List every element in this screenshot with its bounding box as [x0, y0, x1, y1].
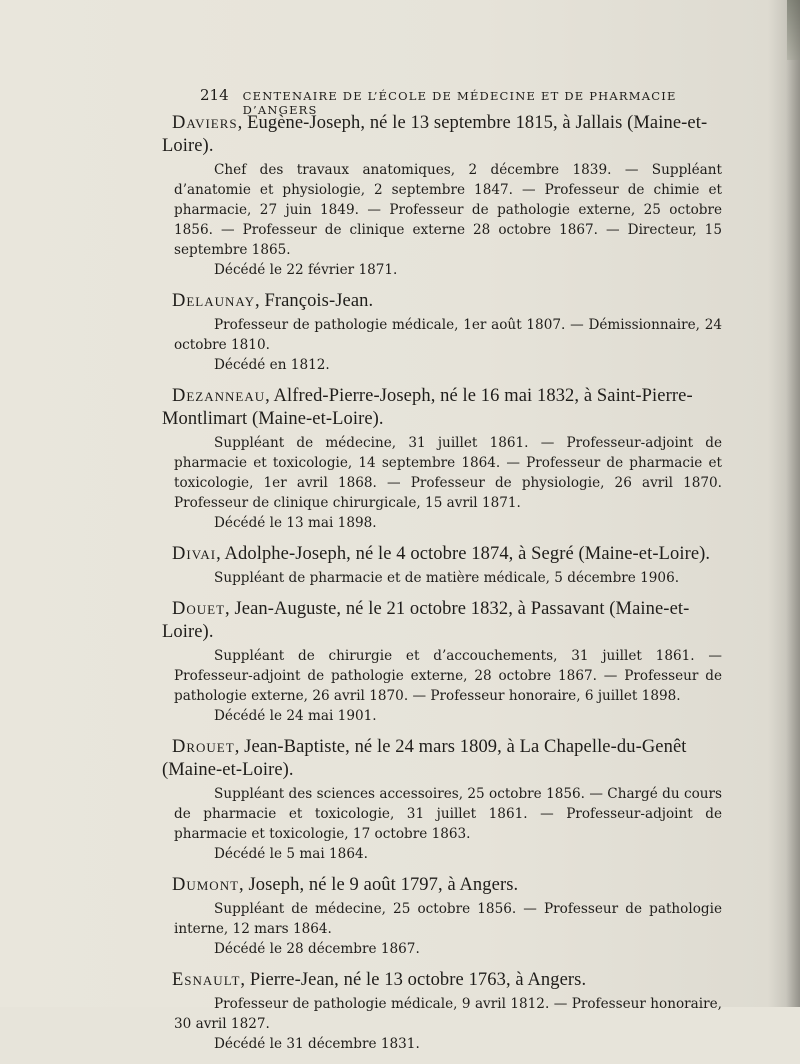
entry-surname: Divai	[172, 544, 217, 564]
entry-name-birth: , Jean-Auguste, né le 21 octobre 1832, à Passavant (Maine-et-Loire).	[162, 599, 690, 642]
entry-body	[162, 899, 722, 959]
entry-body	[162, 994, 722, 1054]
entry-name-birth: , Pierre-Jean, né le 13 octobre 1763, à Angers.	[240, 970, 587, 990]
entry-name-birth: , Jean-Baptiste, né le 24 mars 1809, à La Chapelle-du-Genêt (Maine-et-Loire).	[162, 737, 687, 780]
entry-death: Décédé le 31 décembre 1831.	[214, 1036, 420, 1052]
entry-surname: Douet	[172, 599, 226, 619]
entry-heading	[162, 598, 722, 644]
entry-heading	[162, 736, 722, 782]
entry-career: Suppléant de pharmacie et de matière médicale, 5 décembre 1906.	[214, 570, 680, 586]
entry-divai	[162, 543, 722, 588]
entry-surname: Drouet	[172, 737, 235, 757]
entry-career: Suppléant de chirurgie et d’accouchements, 31 juillet 1861. — Professeur-adjoint de pathologie externe, 28 octobre 1867. — Professeur de pathologie externe, 26 avril 1870. — Professeur honoraire, 6 juillet 1898.	[174, 648, 722, 704]
entry-career: Suppléant de médecine, 31 juillet 1861. — Professeur-adjoint de pharmacie et toxicologie, 14 septembre 1864. — Professeur de pharmacie et toxicologie, 1er avril 1868. — Professeur de physiologie, 26 avril 1870. Professeur de clinique chirurgicale, 15 avril 1871.	[174, 435, 722, 511]
entry-drouet	[162, 736, 722, 864]
entry-dezanneau	[162, 385, 722, 533]
running-title: CENTENAIRE DE L’ÉCOLE DE MÉDECINE ET DE PHARMACIE D’ANGERS	[242, 89, 677, 117]
entry-career: Suppléant des sciences accessoires, 25 octobre 1856. — Chargé du cours de pharmacie et toxicologie, 31 juillet 1861. — Professeur-adjoint de pharmacie et toxicologie, 17 octobre 1863.	[174, 786, 722, 842]
entry-body	[162, 315, 722, 375]
entry-name-birth: , Adolphe-Joseph, né le 4 octobre 1874, à Segré (Maine-et-Loire).	[216, 544, 711, 564]
entry-name-birth: , Eugène-Joseph, né le 13 septembre 1815, à Jallais (Maine-et-Loire).	[162, 113, 708, 156]
entry-body	[162, 568, 722, 588]
entry-heading	[162, 969, 722, 992]
entry-career: Suppléant de médecine, 25 octobre 1856. — Professeur de pathologie interne, 12 mars 1864.	[174, 901, 722, 937]
entry-career: Professeur de pathologie médicale, 9 avril 1812. — Professeur honoraire, 30 avril 1827.	[174, 996, 722, 1032]
entry-heading	[162, 385, 722, 431]
entry-career: Chef des travaux anatomiques, 2 décembre 1839. — Suppléant d’anatomie et physiologie, 2 septembre 1847. — Professeur de chimie et pharmacie, 27 juin 1849. — Professeur de pathologie externe, 25 octobre 1856. — Professeur de clinique externe 28 octobre 1867. — Directeur, 15 septembre 1865.	[174, 162, 722, 258]
entry-esnault	[162, 969, 722, 1054]
entry-death: Décédé le 24 mai 1901.	[214, 708, 377, 724]
entry-name-birth: , Alfred-Pierre-Joseph, né le 16 mai 1832, à Saint-Pierre-Montlimart (Maine-et-Loire).	[162, 386, 693, 429]
entry-delaunay	[162, 290, 722, 375]
entry-dumont	[162, 874, 722, 959]
entry-surname: Daviers	[172, 113, 238, 133]
entry-surname: Esnault	[172, 970, 241, 990]
entry-surname: Dezanneau	[172, 386, 266, 406]
entry-name-birth: , Joseph, né le 9 août 1797, à Angers.	[239, 875, 519, 895]
entry-death: Décédé en 1812.	[214, 357, 330, 373]
entry-name-birth: , François-Jean.	[255, 291, 374, 311]
page-edge-shadow	[786, 0, 800, 1007]
entry-body	[162, 784, 722, 864]
entry-surname: Delaunay	[172, 291, 255, 311]
entry-death: Décédé le 5 mai 1864.	[214, 846, 368, 862]
entry-death: Décédé le 22 février 1871.	[214, 262, 398, 278]
entry-heading	[162, 290, 722, 313]
page-number: 214	[200, 86, 229, 104]
entry-heading	[162, 874, 722, 897]
entry-surname: Dumont	[172, 875, 240, 895]
entries-list	[162, 112, 722, 1064]
entry-douet	[162, 598, 722, 726]
entry-body	[162, 433, 722, 533]
entry-death: Décédé le 28 décembre 1867.	[214, 941, 420, 957]
entry-body	[162, 160, 722, 280]
entry-heading	[162, 543, 722, 566]
entry-heading	[162, 112, 722, 158]
entry-body	[162, 646, 722, 726]
entry-death: Décédé le 13 mai 1898.	[214, 515, 377, 531]
entry-daviers	[162, 112, 722, 280]
entry-career: Professeur de pathologie médicale, 1er août 1807. — Démissionnaire, 24 octobre 1810.	[174, 317, 722, 353]
